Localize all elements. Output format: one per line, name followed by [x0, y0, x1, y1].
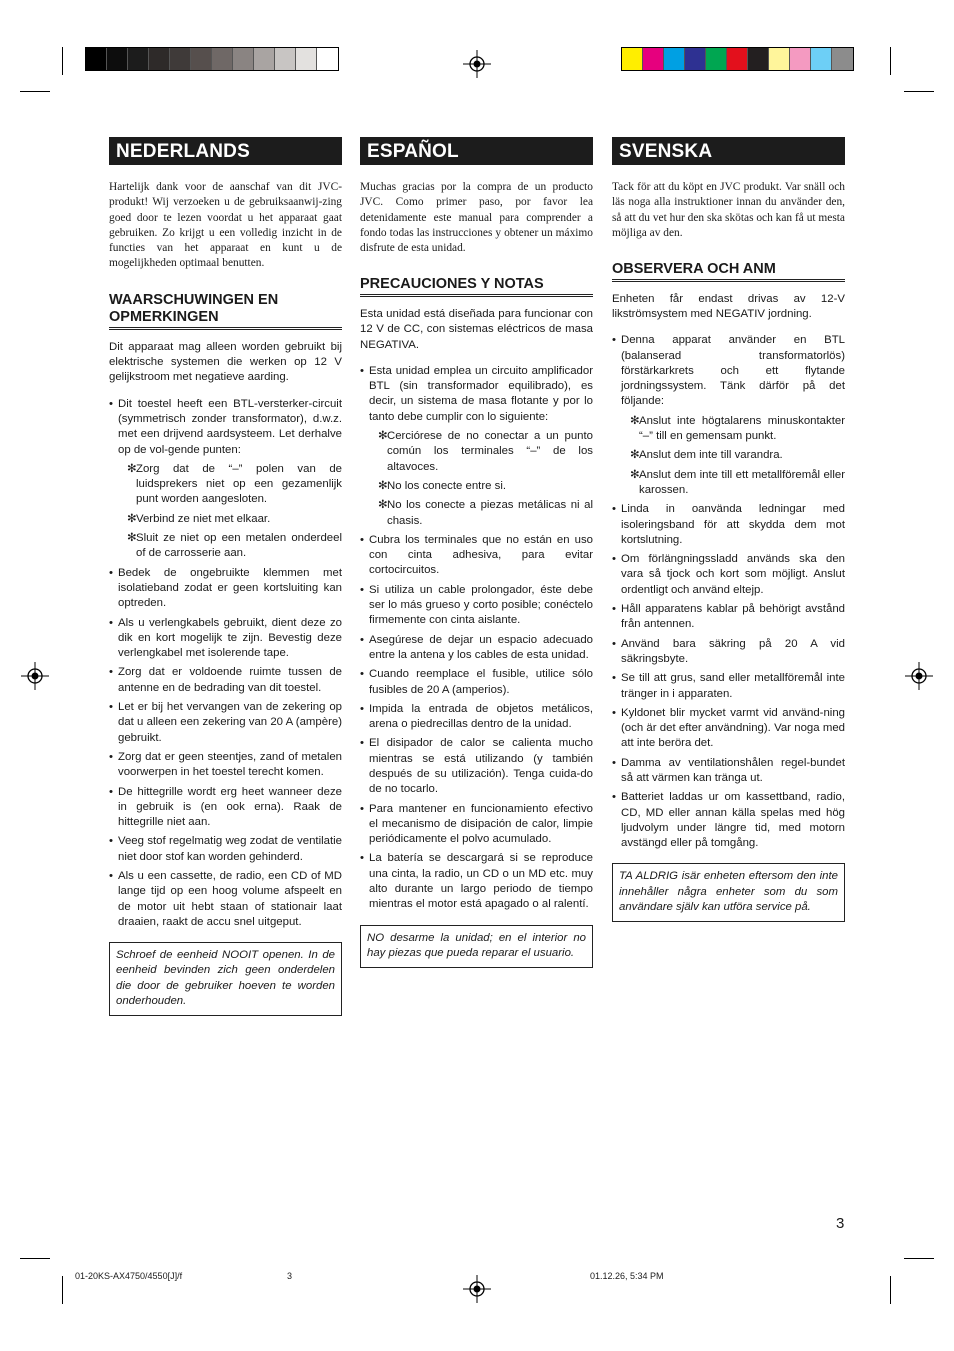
- bullet-dot-icon: •: [612, 791, 616, 804]
- color-swatch: [128, 48, 149, 70]
- bullet-text: Dit toestel heeft een BTL-versterker-circuit (symmetrisch zonder transformator), d.w.z. met een drijvend aardsysteem. Let derhalve op de vol-gende punten:: [118, 397, 342, 456]
- crop-mark: [62, 1276, 63, 1304]
- bullet-item: [109, 397, 342, 562]
- sub-list: [621, 414, 845, 498]
- column-svenska: [612, 137, 845, 922]
- crop-mark: [20, 1258, 50, 1259]
- color-swatch: [769, 48, 790, 70]
- asterisk-icon: ✻: [630, 449, 640, 462]
- body-paragraph: Enheten får endast drivas av 12-V likströmsystem med NEGATIV jordning.: [612, 292, 845, 320]
- bullet-item: [612, 790, 845, 851]
- bullet-text: Se till att grus, sand eller metallföremål inte tränger in i apparaten.: [621, 672, 845, 700]
- asterisk-icon: ✻: [127, 512, 137, 525]
- bullet-text: Använd bara säkring på 20 A vid säkringsbyte.: [621, 637, 845, 665]
- bullet-dot-icon: •: [360, 852, 364, 865]
- bullet-text: Als u verlengkabels gebruikt, dient deze zo dik en kort mogelijk te zijn. Bevestig deze verlengkabel met isolerende tape.: [118, 616, 342, 660]
- section-heading: PRECAUCIONES Y NOTAS: [360, 276, 593, 295]
- service-notice-box: TA ALDRIG isär enheten eftersom den inte innehåller några enheter som du som användare själv kan utföra service på.: [612, 863, 845, 922]
- color-swatch: [685, 48, 706, 70]
- bullet-item: [109, 566, 342, 612]
- bullet-item: [612, 333, 845, 498]
- color-swatch: [727, 48, 748, 70]
- sub-item: [369, 429, 593, 475]
- bullet-dot-icon: •: [109, 750, 113, 763]
- language-title: NEDERLANDS: [109, 137, 342, 165]
- crop-mark: [62, 47, 63, 75]
- color-calibration-bar: [621, 47, 854, 71]
- registration-mark-icon: [463, 1275, 491, 1303]
- sub-list: [369, 429, 593, 529]
- bullet-text: Impida la entrada de objetos metálicos, arena o piedrecillas dentro de la unidad.: [369, 702, 593, 731]
- bullet-item: [612, 502, 845, 548]
- bullet-item: [109, 869, 342, 930]
- bullet-text: Si utiliza un cable prolongador, éste debe ser lo más grueso y corto posible; conéctelo firmemente con cinta aislante.: [369, 583, 593, 627]
- bullet-text: El disipador de calor se calienta mucho mientras se está utilizando (y también después de su utilización). Tenga cuida-do de no tocarlo.: [369, 737, 593, 796]
- bullet-dot-icon: •: [360, 633, 364, 646]
- crop-mark: [890, 47, 891, 75]
- bullet-text: Para mantener en funcionamiento efectivo el mecanismo de disipación de calor, limpie periódicamente el polvo acumulado.: [369, 802, 593, 846]
- color-swatch: [622, 48, 643, 70]
- asterisk-icon: ✻: [127, 462, 137, 475]
- color-swatch: [643, 48, 664, 70]
- color-swatch: [664, 48, 685, 70]
- bullet-dot-icon: •: [360, 364, 364, 377]
- footer-right: 01.12.26, 5:34 PM: [590, 1271, 664, 1281]
- bullet-dot-icon: •: [360, 802, 364, 815]
- bullet-text: Bedek de ongebruikte klemmen met isolatieband zodat er geen kortsluiting kan optreden.: [118, 566, 342, 610]
- bullet-item: [360, 736, 593, 797]
- sub-item: [118, 531, 342, 562]
- bullet-dot-icon: •: [109, 616, 113, 629]
- bullet-text: Håll apparatens kablar på behörigt avstånd från antennen.: [621, 603, 845, 631]
- bullet-text: Linda in oanvända ledningar med isoleringsband för att skydda dem mot kortslutning.: [621, 503, 845, 546]
- bullet-dot-icon: •: [109, 397, 113, 410]
- color-swatch: [233, 48, 254, 70]
- crop-mark: [904, 91, 934, 92]
- asterisk-icon: ✻: [378, 479, 388, 492]
- sub-item-text: Anslut inte högtalarens minuskontakter “–” till en gemensam punkt.: [639, 414, 845, 443]
- bullet-item: [612, 602, 845, 633]
- column-nederlands: [109, 137, 342, 1016]
- color-swatch: [790, 48, 811, 70]
- sub-item: [118, 462, 342, 508]
- bullet-item: [612, 637, 845, 668]
- registration-mark-icon: [905, 662, 933, 690]
- sub-item-text: Verbind ze niet met elkaar.: [136, 512, 271, 525]
- bullet-dot-icon: •: [109, 835, 113, 848]
- bullet-item: [612, 706, 845, 752]
- bullet-item: [360, 364, 593, 529]
- bullet-item: [360, 802, 593, 848]
- bullet-dot-icon: •: [612, 553, 616, 566]
- color-swatch: [706, 48, 727, 70]
- bullet-dot-icon: •: [109, 566, 113, 579]
- bullet-item: [360, 667, 593, 698]
- bullet-dot-icon: •: [612, 603, 616, 616]
- bullet-text: Esta unidad emplea un circuito amplificador BTL (sin transformador equilibrado), es decir, un sistema de masa flotante y por lo tanto debe cumplir con lo siguiente:: [369, 364, 593, 423]
- crop-mark: [904, 1258, 934, 1259]
- asterisk-icon: ✻: [630, 468, 640, 481]
- footer-center: 3: [287, 1271, 293, 1281]
- bullet-text: Veeg stof regelmatig weg zodat de ventilatie niet door stof kan worden gehinderd.: [118, 835, 342, 863]
- bullet-text: Kyldonet blir mycket varmt vid använd-ning (och är det efter användning). Var noga med att inte beröra det.: [621, 706, 845, 750]
- color-swatch: [275, 48, 296, 70]
- sub-item-text: Anslut dem inte till ett metallföremål eller karossen.: [639, 468, 845, 496]
- service-notice-box: NO desarme la unidad; en el interior no hay piezas que pueda reparar el usuario.: [360, 925, 593, 969]
- bullet-item: [109, 665, 342, 696]
- sub-item-text: Sluit ze niet op een metalen onderdeel of de carrosserie aan.: [136, 532, 342, 560]
- body-paragraph: Dit apparaat mag alleen worden gebruikt bij elektrische systemen die werken op 12 V gelijkstroom met negatieve aarding.: [109, 340, 342, 384]
- bullet-text: Damma av ventilationshålen regel-bundet så att värmen kan tränga ut.: [621, 756, 845, 784]
- bullet-item: [360, 533, 593, 579]
- asterisk-icon: ✻: [630, 414, 640, 427]
- intro-paragraph: Muchas gracias por la compra de un producto JVC. Como primer paso, por favor lea detenidamente este manual para comprender a fondo todas las instrucciones y obtener un máximo disfrute de esta unidad.: [360, 181, 593, 255]
- bullet-text: Als u een cassette, de radio, een CD of MD lange tijd op een hoog volume afspeelt en de motor uit hebt staan of stationair laat draaien, raakt de accu snel uitgeput.: [118, 869, 342, 928]
- registration-mark-icon: [463, 50, 491, 78]
- sub-item: [621, 468, 845, 499]
- bullet-dot-icon: •: [612, 503, 616, 516]
- intro-paragraph: Tack för att du köpt en JVC produkt. Var snäll och läs noga alla instruktioner innan du använder den, så att du vet hur den ska skötas och kan få ut mesta möjliga av den.: [612, 181, 845, 239]
- crop-mark: [20, 91, 50, 92]
- bullet-dot-icon: •: [360, 737, 364, 750]
- bullet-dot-icon: •: [612, 637, 616, 650]
- sub-item: [621, 448, 845, 463]
- color-swatch: [149, 48, 170, 70]
- language-title: ESPAÑOL: [360, 137, 593, 165]
- bullet-item: [360, 851, 593, 912]
- color-swatch: [254, 48, 275, 70]
- footer-left: 01-20KS-AX4750/4550[J]/f: [75, 1271, 183, 1281]
- bullet-dot-icon: •: [360, 668, 364, 681]
- bullet-item: [612, 552, 845, 598]
- bullet-dot-icon: •: [612, 334, 616, 347]
- sub-item: [369, 498, 593, 529]
- color-swatch: [748, 48, 769, 70]
- bullet-item: [612, 756, 845, 787]
- section-heading: OBSERVERA OCH ANM: [612, 261, 845, 280]
- sub-item: [621, 414, 845, 445]
- bullet-text: Cubra los terminales que no están en uso con cinta adhesiva, para evitar cortocircuitos.: [369, 533, 593, 577]
- grayscale-calibration-bar: [85, 47, 339, 71]
- color-swatch: [86, 48, 107, 70]
- bullet-item: [360, 583, 593, 629]
- intro-paragraph: Hartelijk dank voor de aanschaf van dit JVC-produkt! Wij verzoeken u de gebruiksaanwij-zing goed door te lezen voordat u het apparaat gaat gebruiken. Zo krijgt u een volledig inzicht in de functies van het apparaat en kunt u de mogelijkheden optimaal benutten.: [109, 181, 342, 270]
- bullet-item: [109, 616, 342, 662]
- registration-mark-icon: [21, 662, 49, 690]
- bullet-item: [109, 700, 342, 746]
- color-swatch: [296, 48, 317, 70]
- sub-item-text: Anslut dem inte till varandra.: [639, 449, 783, 462]
- bullet-item: [360, 633, 593, 664]
- page-number: 3: [836, 1215, 845, 1232]
- body-paragraph: Esta unidad está diseñada para funcionar con 12 V de CC, con sistemas eléctricos de masa NEGATIVA.: [360, 307, 593, 351]
- bullet-text: Cuando reemplace el fusible, utilice sólo fusibles de 20 A (amperios).: [369, 668, 593, 696]
- color-swatch: [107, 48, 128, 70]
- bullet-text: La batería se descargará si se reproduce una cinta, la radio, un CD o un MD etc. muy alto durante un largo periodo de tiempo mientras el motor está apagado o al ralentí.: [369, 852, 593, 911]
- color-swatch: [191, 48, 212, 70]
- color-swatch: [811, 48, 832, 70]
- sub-item: [118, 512, 342, 527]
- service-notice-box: Schroef de eenheid NOOIT openen. In de eenheid bevinden zich geen onderdelen die door de gebruiker hoeven te worden onderhouden.: [109, 942, 342, 1016]
- section-heading: WAARSCHUWINGEN EN OPMERKINGEN: [109, 292, 342, 328]
- crop-mark: [890, 1276, 891, 1304]
- bullet-dot-icon: •: [109, 869, 113, 882]
- asterisk-icon: ✻: [378, 430, 388, 443]
- sub-item: [369, 479, 593, 494]
- bullet-item: [360, 702, 593, 733]
- bullet-item: [612, 671, 845, 702]
- bullet-dot-icon: •: [109, 666, 113, 679]
- bullet-item: [109, 834, 342, 865]
- bullet-text: Batteriet laddas ur om kassettband, radio, CD, MD eller annan källa spelas med hög ljudvolym under längre tid, med motorn avstängd eller på tomgång.: [621, 791, 845, 850]
- sub-item-text: No los conecte a piezas metálicas ni al chasis.: [387, 499, 593, 527]
- bullet-list: [612, 333, 845, 851]
- sub-item-text: Cerciórese de no conectar a un punto común los terminales “–” de los altavoces.: [387, 430, 593, 473]
- bullet-dot-icon: •: [360, 702, 364, 715]
- color-swatch: [212, 48, 233, 70]
- sub-item-text: No los conecte entre si.: [387, 479, 507, 492]
- bullet-text: Asegúrese de dejar un espacio adecuado entre la antena y los cables de esta unidad.: [369, 633, 593, 661]
- bullet-text: Om förlängningssladd används ska den vara så tjock och kort som möjligt. Anslut ordentligt och använd eltejp.: [621, 553, 845, 596]
- color-swatch: [832, 48, 853, 70]
- bullet-text: Zorg dat er geen steentjes, zand of metalen voorwerpen in het toestel terecht komen.: [118, 750, 342, 779]
- color-swatch: [170, 48, 191, 70]
- sub-list: [118, 462, 342, 562]
- bullet-dot-icon: •: [612, 706, 616, 719]
- bullet-dot-icon: •: [109, 701, 113, 714]
- bullet-text: De hittegrille wordt erg heet wanneer deze in gebruik is (en ook erna). Raak de hittegrille niet aan.: [118, 785, 342, 829]
- sub-item-text: Zorg dat de “–” polen van de luidsprekers niet op een gezamenlijk punt worden aangesloten.: [136, 462, 342, 506]
- bullet-text: Let er bij het vervangen van de zekering op dat u alleen een zekering van 20 A (ampère) gebruikt.: [118, 701, 342, 744]
- bullet-dot-icon: •: [360, 533, 364, 546]
- bullet-list: [109, 397, 342, 931]
- bullet-dot-icon: •: [360, 583, 364, 596]
- bullet-item: [109, 785, 342, 831]
- bullet-text: Denna apparat använder en BTL (balanserad transformatorlös) förstärkarkrets och ett flytande jordningssystem. Tänk därför på det följande:: [621, 334, 845, 408]
- color-swatch: [317, 48, 338, 70]
- bullet-list: [360, 364, 593, 913]
- bullet-dot-icon: •: [612, 672, 616, 685]
- bullet-dot-icon: •: [612, 756, 616, 769]
- bullet-dot-icon: •: [109, 785, 113, 798]
- language-title: SVENSKA: [612, 137, 845, 165]
- column-espanol: [360, 137, 593, 968]
- asterisk-icon: ✻: [378, 499, 388, 512]
- asterisk-icon: ✻: [127, 532, 137, 545]
- bullet-text: Zorg dat er voldoende ruimte tussen de antenne en de bedrading van dit toestel.: [118, 666, 342, 694]
- bullet-item: [109, 750, 342, 781]
